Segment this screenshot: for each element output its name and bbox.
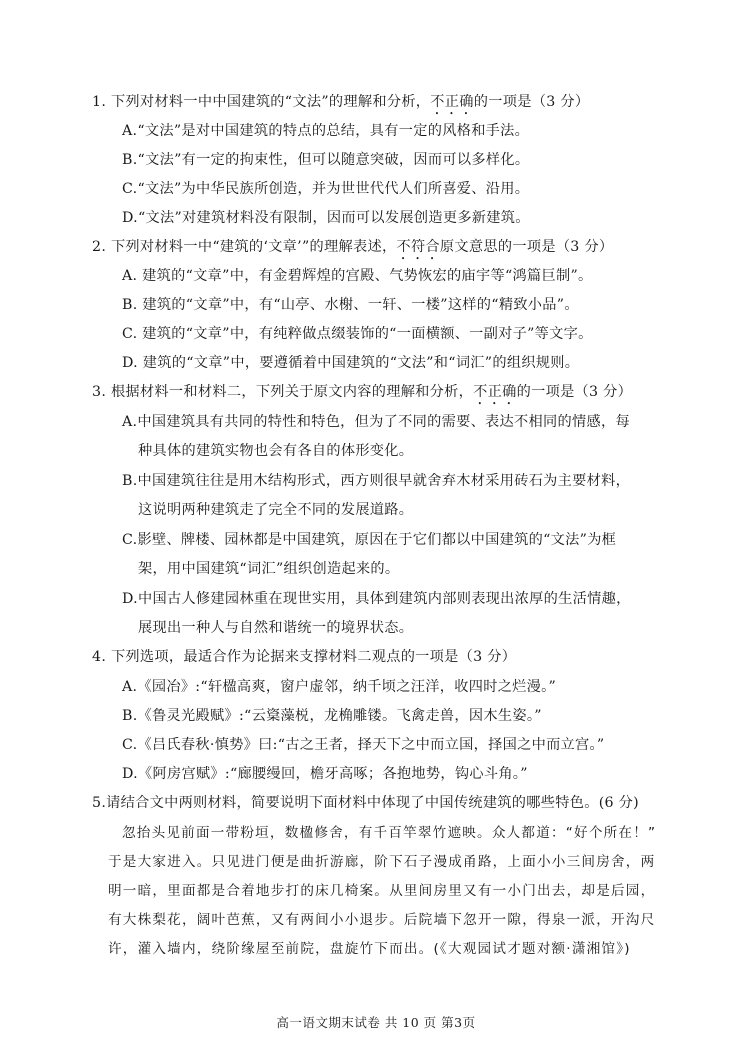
- question-3-stem-text: 3. 根据材料一和材料二，下列关于原文内容的理解和分析，: [92, 384, 474, 400]
- question-4-option-d: D.《阿房宫赋》:“廊腰缦回，檐牙高啄；各抱地势，钩心斗角。”: [122, 766, 528, 782]
- question-4-option-a: A.《园冶》:“轩楹高爽，窗户虚邻，纳千顷之汪洋，收四时之烂漫。”: [122, 679, 557, 695]
- question-3-option-b-line-2: 这说明两种建筑走了完全不同的发展道路。: [138, 502, 414, 518]
- question-4-option-c: C.《吕氏春秋·慎势》曰:“古之王者，择天下之中而立国，择国之中而立宫。”: [122, 737, 605, 753]
- passage-line-2: 于是大家进入。只见进门便是曲折游廊，阶下石子漫成甬路，上面小小三间房舍，两: [108, 854, 656, 870]
- question-1-emphasis: 不正确: [430, 94, 474, 110]
- question-2-emphasis: 不符合: [396, 239, 440, 255]
- question-1-option-b: B.“文法”有一定的拘束性，但可以随意突破，因而可以多样化。: [122, 152, 530, 168]
- question-3-option-d-line-1: D.中国古人修建园林重在现世实用，具体到建筑内部则表现出浓厚的生活情趣，: [122, 591, 631, 607]
- question-3-option-b-line-1: B.中国建筑往往是用木结构形式，西方则很早就舍弃木材采用砖石为主要材料，: [122, 473, 631, 489]
- question-3-stem: [92, 382, 632, 408]
- question-3-option-a-line-2: 种具体的建筑实物也会有各自的体形变化。: [138, 443, 414, 459]
- question-2-option-b: B. 建筑的“文章”中，有“山亭、水榭、一轩、一楼”这样的“精致小品”。: [122, 297, 579, 313]
- question-2-stem-text-end: 原文意思的一项是（3 分）: [439, 239, 614, 255]
- question-3-stem-text-end: 的一项是（3 分）: [516, 384, 633, 400]
- question-1-option-c: C.“文法”为中华民族所创造，并为世世代代人们所喜爱、沿用。: [122, 181, 530, 197]
- question-1-option-a: A.“文法”是对中国建筑的特点的总结，具有一定的风格和手法。: [122, 123, 530, 139]
- passage-line-5: 许，灌入墙内，绕阶缘屋至前院，盘旋竹下而出。(《大观园试才题对额·潇湘馆》): [108, 941, 631, 957]
- passage-line-4: 有大株梨花，阔叶芭蕉，又有两间小小退步。后院墙下忽开一隙，得泉一派，开沟尺: [108, 912, 656, 928]
- question-2-option-a: A. 建筑的“文章”中，有金碧辉煌的宫殿、气势恢宏的庙宇等“鸿篇巨制”。: [122, 268, 593, 284]
- question-5-stem: 5.请结合文中两则材料，简要说明下面材料中体现了中国传统建筑的哪些特色。(6 分): [92, 795, 640, 811]
- question-3-option-c-line-1: C.影壁、牌楼、园林都是中国建筑，原因在于它们都以中国建筑的“文法”为框: [122, 532, 617, 548]
- question-1-stem-text: 1. 下列对材料一中中国建筑的“文法”的理解和分析，: [92, 94, 431, 110]
- question-3-option-d-line-2: 展现出一种人与自然和谐统一的境界状态。: [138, 620, 414, 636]
- question-3-emphasis: 不正确: [473, 384, 517, 400]
- question-3-option-a-line-1: A.中国建筑具有共同的特性和特色，但为了不同的需要、表达不相同的情感，每: [122, 414, 630, 430]
- question-1-option-d: D.“文法”对建筑材料没有限制，因而可以发展创造更多新建筑。: [122, 210, 530, 226]
- question-4-stem: 4. 下列选项，最适合作为论据来支撑材料二观点的一项是（3 分）: [92, 649, 517, 665]
- passage-line-3: 明一暗，里面都是合着地步打的床几椅案。从里间房里又有一小门出去，却是后园，: [108, 883, 656, 899]
- question-2-stem: [92, 237, 613, 263]
- question-1-stem-text-end: 的一项是（3 分）: [473, 94, 590, 110]
- question-2-stem-text: 2. 下列对材料一中“建筑的‘文章’”的理解表述，: [92, 239, 397, 255]
- question-3-option-c-line-2: 架，用中国建筑“词汇”组织创造起来的。: [138, 561, 400, 577]
- passage-line-1: 忽抬头见前面一带粉垣，数楹修舍，有千百竿翠竹遮映。众人都道：“好个所在！”: [122, 825, 657, 841]
- question-1-stem: [92, 92, 589, 118]
- page-footer: 高一语文期末试卷 共 10 页 第3页: [276, 1015, 476, 1030]
- question-2-option-d: D. 建筑的“文章”中，要遵循着中国建筑的“文法”和“词汇”的组织规则。: [122, 355, 580, 371]
- question-2-option-c: C. 建筑的“文章”中，有纯粹做点缀装饰的“一面横额、一副对子”等文字。: [122, 326, 593, 342]
- question-4-option-b: B.《鲁灵光殿赋》:“云楶藻棁，龙桷雕镂。飞禽走兽，因木生姿。”: [122, 708, 542, 724]
